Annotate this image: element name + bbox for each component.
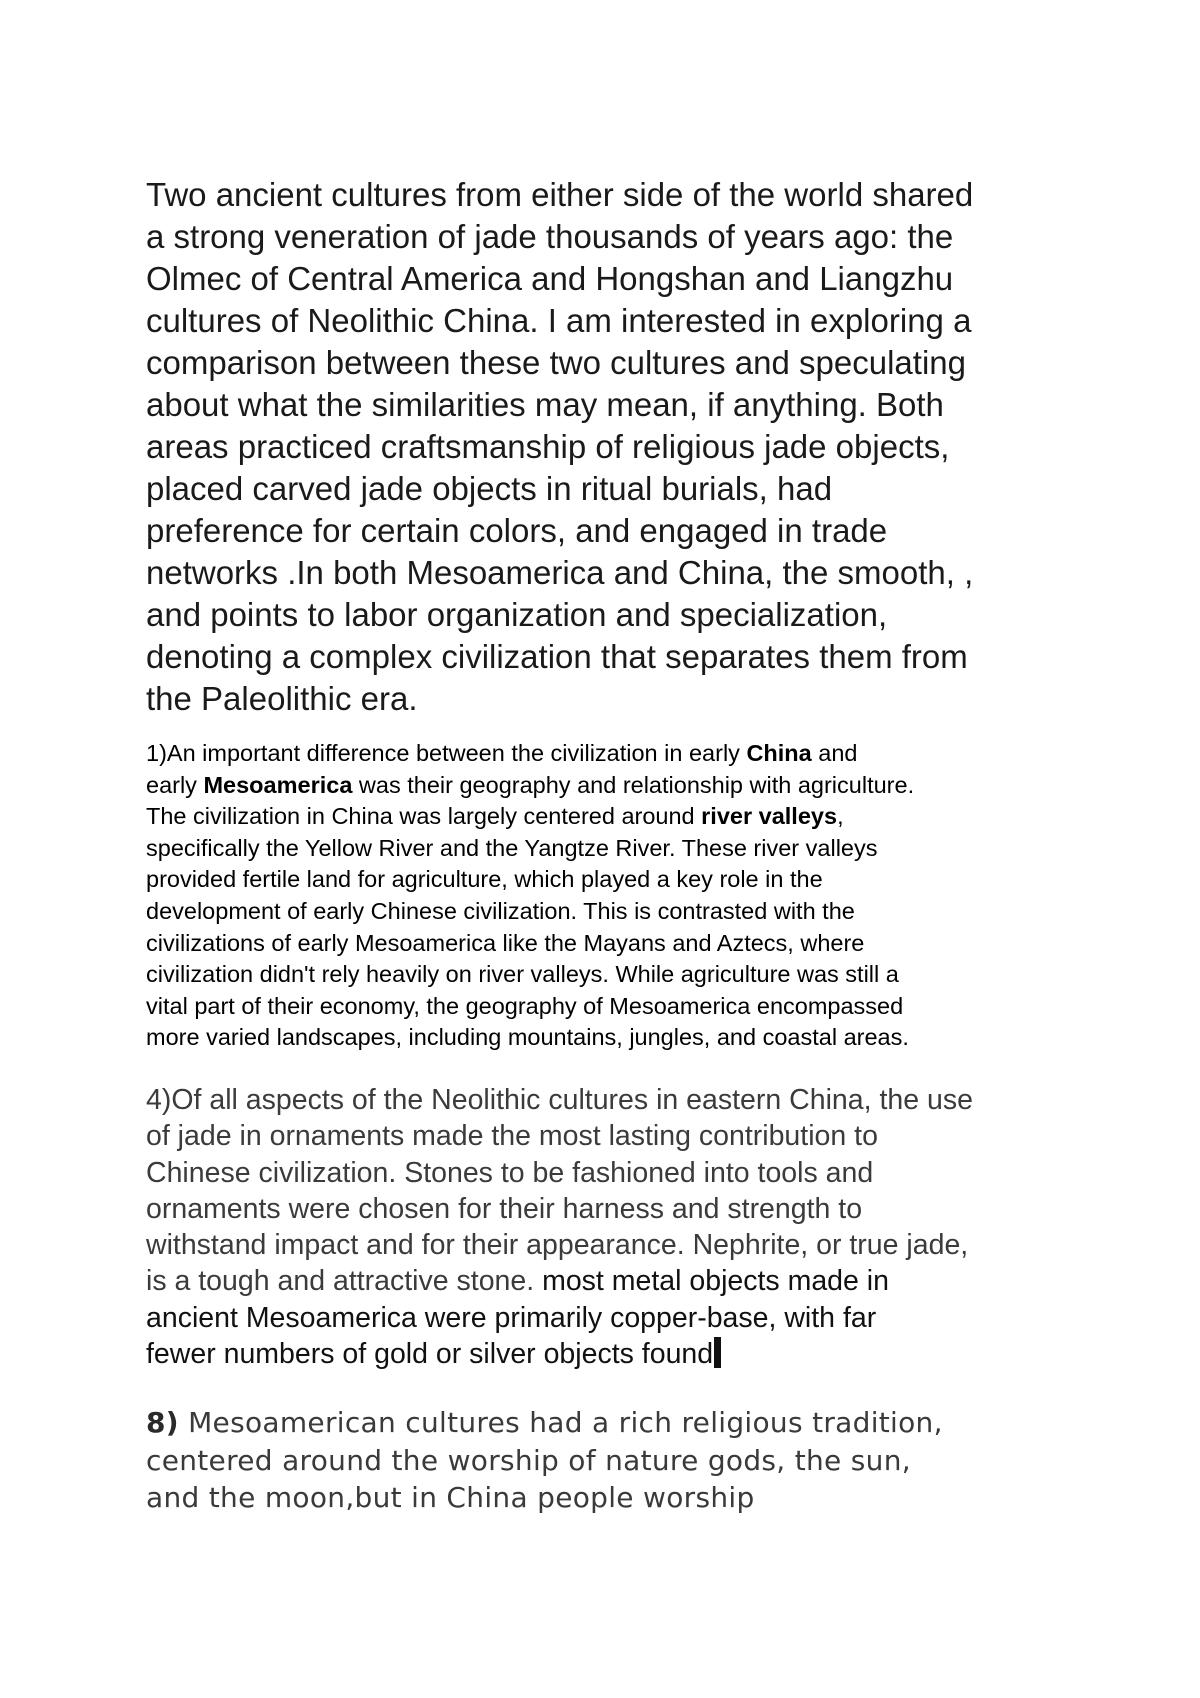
text-run: Mesoamerican cultures had a rich religious tradition, [178, 1406, 943, 1439]
paragraph-neolithic-jade [146, 1082, 973, 1372]
bold-term-river-valleys: river valleys [701, 803, 838, 830]
text-line [146, 1404, 943, 1442]
text-line: civilizations of early Mesoamerica like the Mayans and Aztecs, where [146, 929, 865, 956]
text-line [146, 738, 914, 770]
item-number: 8) [146, 1406, 179, 1439]
text-run: was their geography and relationship with agriculture. [352, 771, 915, 798]
text-line [146, 1263, 973, 1299]
text-line [146, 1336, 973, 1372]
text-line: civilization didn't rely heavily on river valleys. While agriculture was still a [146, 961, 899, 988]
text-line: Chinese civilization. Stones to be fashioned into tools and [146, 1156, 874, 1189]
text-line: networks .In both Mesoamerica and China, the smooth, , [146, 554, 974, 591]
text-line: areas practiced craftsmanship of religious jade objects, [146, 428, 950, 465]
text-line: ancient Mesoamerica were primarily copper-base, with far [146, 1301, 877, 1334]
text-line: comparison between these two cultures and speculating [146, 344, 966, 381]
text-line: about what the similarities may mean, if anything. Both [146, 386, 944, 423]
text-run: , [837, 803, 844, 830]
paragraph-geography-difference [146, 738, 914, 1054]
text-line: more varied landscapes, including mountains, jungles, and coastal areas. [146, 1024, 909, 1051]
text-line: centered around the worship of nature gods, the sun, [146, 1443, 911, 1477]
text-line: Two ancient cultures from either side of the world shared [146, 176, 974, 213]
text-line: specifically the Yellow River and the Yangtze River. These river valleys [146, 834, 878, 861]
text-run: early [146, 771, 204, 798]
text-run: is a tough and attractive stone. [146, 1265, 543, 1298]
bold-term-china: China [746, 740, 812, 766]
text-line: ornaments were chosen for their harness and strength to [146, 1192, 863, 1225]
text-run: 1)An important difference between the civilization in early [146, 740, 747, 766]
text-line: vital part of their economy, the geography of Mesoamerica encompassed [146, 992, 904, 1019]
paragraph-jade-cultures [146, 174, 973, 720]
text-run: fewer numbers of gold or silver objects found [146, 1338, 714, 1371]
text-line: of jade in ornaments made the most lasting contribution to [146, 1120, 878, 1153]
text-line: Olmec of Central America and Hongshan and Liangzhu [146, 260, 954, 297]
text-run: The civilization in China was largely centered around [146, 803, 702, 830]
text-line: 4)Of all aspects of the Neolithic cultures in eastern China, the use [146, 1084, 973, 1116]
text-line: placed carved jade objects in ritual burials, had [146, 470, 833, 507]
text-line: denoting a complex civilization that separates them from [146, 638, 968, 675]
text-line: the Paleolithic era. [146, 680, 418, 717]
text-line: development of early Chinese civilization. This is contrasted with the [146, 897, 855, 924]
text-line [146, 801, 914, 833]
text-run: and [811, 740, 858, 766]
text-line [146, 770, 914, 802]
text-line: provided fertile land for agriculture, which played a key role in the [146, 866, 823, 893]
text-line: cultures of Neolithic China. I am interested in exploring a [146, 302, 972, 339]
text-line: and points to labor organization and specialization, [146, 596, 888, 633]
text-run: most metal objects made in [542, 1265, 889, 1298]
paragraph-religion [146, 1404, 943, 1517]
text-line: and the moon,but in China people worship [146, 1481, 755, 1514]
text-cursor [714, 1337, 721, 1368]
text-line: withstand impact and for their appearance. Nephrite, or true jade, [146, 1229, 969, 1262]
bold-term-mesoamerica: Mesoamerica [203, 771, 353, 798]
text-line: a strong veneration of jade thousands of years ago: the [146, 218, 954, 255]
text-line: preference for certain colors, and engaged in trade [146, 512, 888, 549]
